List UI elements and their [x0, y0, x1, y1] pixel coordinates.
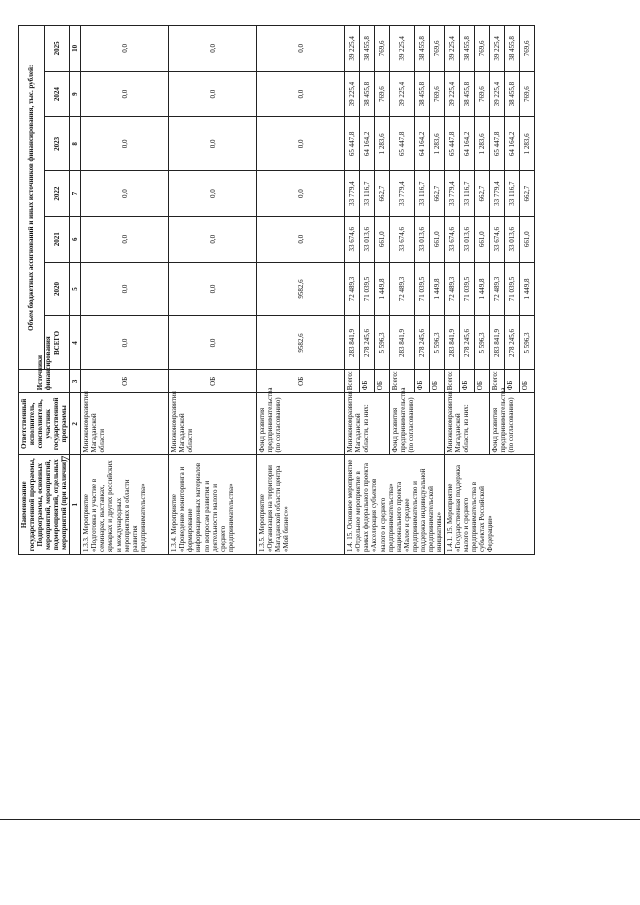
value-cell: 1 283,6: [519, 117, 534, 171]
measure-name: 1.3.3. Мероприятие «Подготовка и участие в семинарах, выставках, ярмарках и других российских и международных мероприятиях в области развития предпринимательства»: [81, 455, 169, 555]
value-cell: 278 245,6: [360, 316, 375, 370]
value-cell: 71 039,5: [360, 262, 375, 316]
value-cell: 65 447,8: [444, 117, 459, 171]
header-volume: Объем бюджетных ассигнований и иных источников финансирования, тыс. рублей:: [19, 26, 45, 370]
value-cell: 39 225,4: [444, 26, 459, 72]
value-cell: 1 449,8: [375, 262, 390, 316]
value-cell: 71 039,5: [414, 262, 429, 316]
value-cell: 0,0: [257, 216, 345, 262]
value-cell: 9582,6: [257, 262, 345, 316]
value-cell: 33 013,6: [414, 216, 429, 262]
page-divider-line: [0, 819, 640, 820]
column-index: 2: [70, 393, 81, 455]
value-cell: 33 116,7: [504, 171, 519, 217]
value-cell: 1 283,6: [375, 117, 390, 171]
value-cell: 278 245,6: [504, 316, 519, 370]
column-index: 6: [70, 216, 81, 262]
value-cell: 661,0: [429, 216, 444, 262]
value-cell: 1 283,6: [429, 117, 444, 171]
source-cell: ОБ: [375, 370, 390, 393]
value-cell: 283 841,9: [444, 316, 459, 370]
value-cell: 39 225,4: [390, 71, 415, 117]
header-executor: Ответственный исполнитель, соисполнитель, участник государственной программы: [19, 393, 70, 455]
value-cell: 38 455,8: [504, 71, 519, 117]
value-cell: 0,0: [81, 26, 169, 72]
value-cell: 283 841,9: [489, 316, 504, 370]
value-cell: 72 489,3: [489, 262, 504, 316]
executor-cell: Минэкономразвития Магаданской области, из них:: [444, 393, 489, 455]
value-cell: 38 455,8: [414, 71, 429, 117]
value-cell: 71 039,5: [459, 262, 474, 316]
value-cell: 662,7: [375, 171, 390, 217]
value-cell: 769,6: [519, 26, 534, 72]
value-cell: 769,6: [429, 26, 444, 72]
measure-name: 1.3.4. Мероприятие «Проведение мониторинга и формирование информационных материалов по вопросам развития и деятельности малого и среднего предпринимательства»: [169, 455, 257, 555]
value-cell: 769,6: [375, 71, 390, 117]
value-cell: 38 455,8: [459, 71, 474, 117]
value-cell: 33 779,4: [345, 171, 360, 217]
value-cell: 64 164,2: [504, 117, 519, 171]
value-cell: 33 674,6: [345, 216, 360, 262]
value-cell: 38 455,8: [360, 71, 375, 117]
executor-cell: Фонд развития предпринимательства (по согласованию): [390, 393, 445, 455]
value-cell: 661,0: [375, 216, 390, 262]
value-cell: 5 596,3: [375, 316, 390, 370]
executor-cell: Минэкономразвития Магаданской области, из них:: [345, 393, 390, 455]
value-cell: 769,6: [429, 71, 444, 117]
value-cell: 64 164,2: [459, 117, 474, 171]
source-cell: Всего:: [444, 370, 459, 393]
header-year: 2020: [44, 262, 70, 316]
value-cell: 283 841,9: [345, 316, 360, 370]
source-cell: Всего:: [345, 370, 360, 393]
header-name: Наименование государственной программы, Подпрограммы, основных мероприятий, мероприятий, подмероприятий, отдельных мероприятий (при наличии): [19, 455, 70, 555]
source-cell: ФБ: [414, 370, 429, 393]
table-row: [444, 26, 459, 555]
value-cell: 33 674,6: [444, 216, 459, 262]
source-cell: ФБ: [360, 370, 375, 393]
measure-name: 1.4.1. 15. Мероприятие «Государственная поддержка малого и среднего предпринимательства в субъектах Российской Федерации»: [444, 455, 534, 555]
value-cell: 662,7: [429, 171, 444, 217]
column-index-row: [70, 26, 81, 555]
value-cell: 662,7: [474, 171, 489, 217]
value-cell: 9582,6: [257, 316, 345, 370]
table-row: [345, 26, 360, 555]
table-row: [257, 26, 345, 555]
value-cell: 38 455,8: [459, 26, 474, 72]
value-cell: 0,0: [81, 316, 169, 370]
value-cell: 0,0: [81, 216, 169, 262]
header-source: Источники финансирования: [19, 370, 70, 393]
column-index: 7: [70, 171, 81, 217]
value-cell: 5 596,3: [519, 316, 534, 370]
value-cell: 38 455,8: [360, 26, 375, 72]
header-year: 2024: [44, 71, 70, 117]
value-cell: 71 039,5: [504, 262, 519, 316]
value-cell: 39 225,4: [345, 26, 360, 72]
value-cell: 769,6: [519, 71, 534, 117]
value-cell: 65 447,8: [345, 117, 360, 171]
financing-table: [18, 25, 535, 555]
value-cell: 0,0: [169, 71, 257, 117]
value-cell: 0,0: [81, 171, 169, 217]
column-index: 10: [70, 26, 81, 72]
value-cell: 0,0: [169, 216, 257, 262]
table-row: [169, 26, 257, 555]
source-cell: ОБ: [429, 370, 444, 393]
value-cell: 39 225,4: [345, 71, 360, 117]
source-cell: ОБ: [474, 370, 489, 393]
value-cell: 64 164,2: [360, 117, 375, 171]
table-row: [81, 26, 169, 555]
header-year: 2025: [44, 26, 70, 72]
value-cell: 33 013,6: [504, 216, 519, 262]
value-cell: 72 489,3: [390, 262, 415, 316]
column-index: 1: [70, 455, 81, 555]
value-cell: 0,0: [81, 71, 169, 117]
value-cell: 769,6: [474, 71, 489, 117]
value-cell: 0,0: [81, 262, 169, 316]
value-cell: 33 779,4: [489, 171, 504, 217]
executor-cell: Фонд развития предпринимательства (по согласованию): [257, 393, 345, 455]
value-cell: 278 245,6: [459, 316, 474, 370]
source-cell: Всего:: [489, 370, 504, 393]
value-cell: 0,0: [257, 71, 345, 117]
source-cell: ОБ: [81, 370, 169, 393]
value-cell: 662,7: [519, 171, 534, 217]
source-cell: ОБ: [257, 370, 345, 393]
value-cell: 1 449,8: [519, 262, 534, 316]
source-cell: ОБ: [169, 370, 257, 393]
header-year: 2022: [44, 171, 70, 217]
column-index: 4: [70, 316, 81, 370]
value-cell: 0,0: [257, 171, 345, 217]
header-total: ВСЕГО: [44, 316, 70, 370]
value-cell: 283 841,9: [390, 316, 415, 370]
measure-name: 1.4. 15. Основное мероприятие «Отдельное мероприятие в рамках федерального проекта «Акселерация субъектов малого и среднего предпринимательства» национального проекта «Малое и среднее предпринимательство и поддержка индивидуальной предпринимательской инициативы»: [345, 455, 445, 555]
value-cell: 33 116,7: [414, 171, 429, 217]
value-cell: 0,0: [81, 117, 169, 171]
value-cell: 661,0: [519, 216, 534, 262]
column-index: 9: [70, 71, 81, 117]
value-cell: 1 449,8: [429, 262, 444, 316]
header-year: 2021: [44, 216, 70, 262]
value-cell: 72 489,3: [345, 262, 360, 316]
value-cell: 0,0: [257, 117, 345, 171]
value-cell: 33 674,6: [390, 216, 415, 262]
value-cell: 33 674,6: [489, 216, 504, 262]
column-index: 3: [70, 370, 81, 393]
value-cell: 769,6: [474, 26, 489, 72]
value-cell: 72 489,3: [444, 262, 459, 316]
header-year: 2023: [44, 117, 70, 171]
value-cell: 661,0: [474, 216, 489, 262]
value-cell: 0,0: [169, 316, 257, 370]
source-cell: ФБ: [504, 370, 519, 393]
value-cell: 0,0: [169, 117, 257, 171]
value-cell: 5 596,3: [474, 316, 489, 370]
executor-cell: Минэкономразвития Магаданской области: [81, 393, 169, 455]
value-cell: 33 116,7: [459, 171, 474, 217]
value-cell: 769,6: [375, 26, 390, 72]
value-cell: 33 013,6: [360, 216, 375, 262]
value-cell: 38 455,8: [414, 26, 429, 72]
page-number: 7: [58, 455, 73, 462]
value-cell: 1 283,6: [474, 117, 489, 171]
source-cell: Всего:: [390, 370, 415, 393]
value-cell: 33 779,4: [444, 171, 459, 217]
value-cell: 0,0: [169, 171, 257, 217]
executor-cell: Фонд развития предпринимательства (по согласованию): [489, 393, 534, 455]
value-cell: 39 225,4: [489, 26, 504, 72]
measure-name: 1.3.5. Мероприятие «Организация на территории Магаданской области центра «Мой бизнес»»: [257, 455, 345, 555]
value-cell: 39 225,4: [390, 26, 415, 72]
value-cell: 5 596,3: [429, 316, 444, 370]
value-cell: 0,0: [257, 26, 345, 72]
value-cell: 39 225,4: [489, 71, 504, 117]
column-index: 8: [70, 117, 81, 171]
source-cell: ФБ: [459, 370, 474, 393]
value-cell: 39 225,4: [444, 71, 459, 117]
value-cell: 33 779,4: [390, 171, 415, 217]
value-cell: 33 116,7: [360, 171, 375, 217]
value-cell: 64 164,2: [414, 117, 429, 171]
value-cell: 1 449,8: [474, 262, 489, 316]
value-cell: 65 447,8: [489, 117, 504, 171]
value-cell: 0,0: [169, 262, 257, 316]
column-index: 5: [70, 262, 81, 316]
value-cell: 278 245,6: [414, 316, 429, 370]
value-cell: 38 455,8: [504, 26, 519, 72]
value-cell: 33 013,6: [459, 216, 474, 262]
executor-cell: Минэкономразвития Магаданской области: [169, 393, 257, 455]
source-cell: ОБ: [519, 370, 534, 393]
value-cell: 0,0: [169, 26, 257, 72]
value-cell: 65 447,8: [390, 117, 415, 171]
